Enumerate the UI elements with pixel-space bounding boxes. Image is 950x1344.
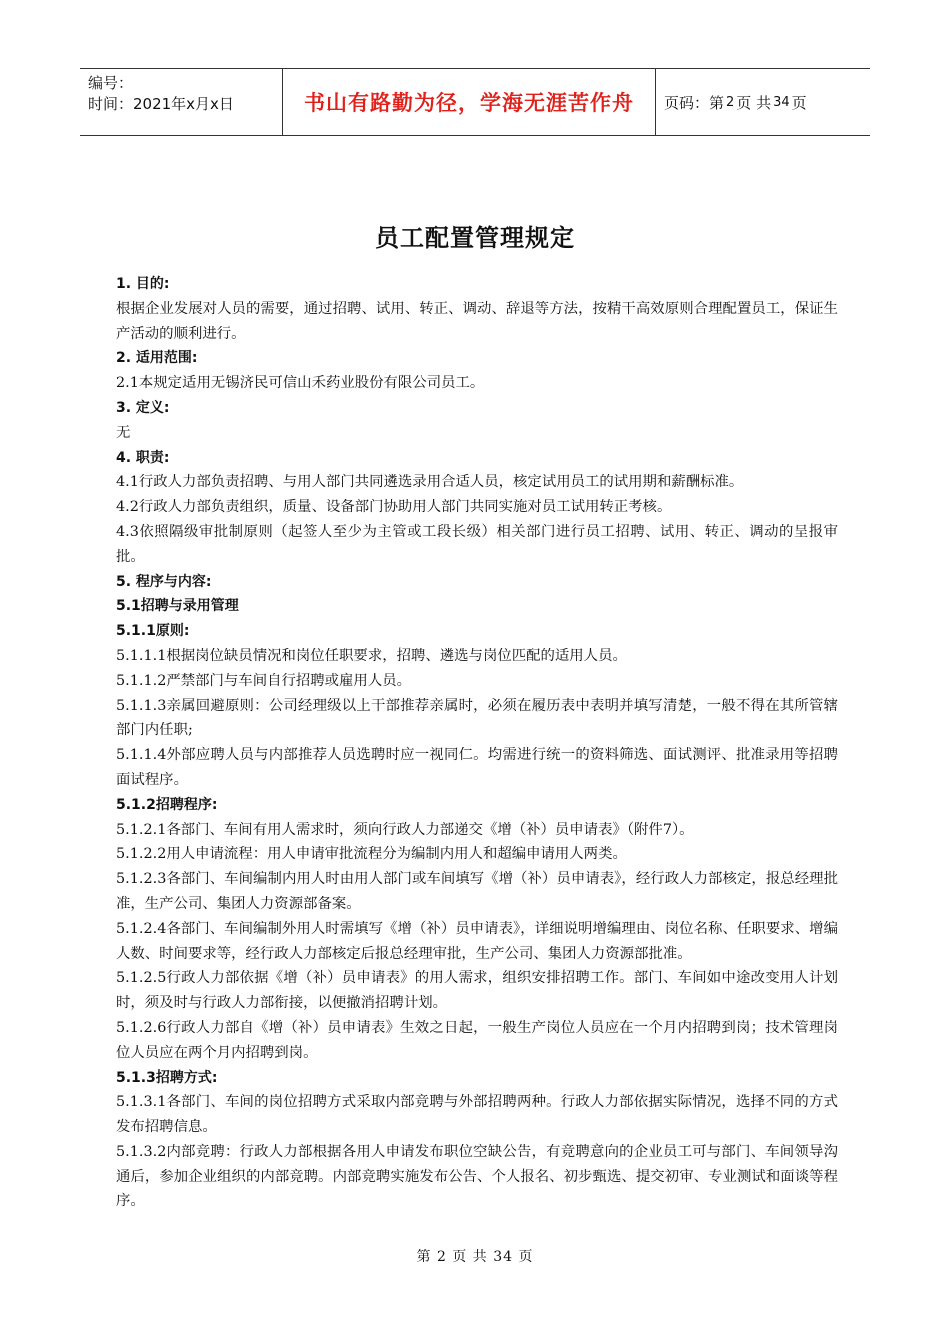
document-title: 员工配置管理规定	[375, 224, 575, 252]
section-heading: 2. 适用范围:	[116, 350, 198, 367]
document-number-label: 编号：	[88, 74, 134, 92]
paragraph: 5.1.1.1根据岗位缺员情况和岗位任职要求，招聘、遴选与岗位匹配的适用人员。	[116, 647, 627, 664]
section-heading: 5.1.2招聘程序:	[116, 796, 218, 813]
paragraph: 5.1.3.2内部竞聘：行政人力部根据各用人申请发布职位空缺公告，有竞聘意向的企业员工可与部门、车间领导沟通后，参加企业组织的内部竞聘。内部竞聘实施发布公告、个人报名、初步甄选、提交初审、专业测试和面谈等程序。	[116, 1143, 838, 1210]
section-heading: 4. 职责:	[116, 449, 170, 466]
paragraph: 4.2行政人力部负责组织，质量、设备部门协助用人部门共同实施对员工试用转正考核。	[116, 499, 672, 516]
header-meta	[80, 69, 282, 135]
paragraph: 5.1.1.4外部应聘人员与内部推荐人员选聘时应一视同仁。均需进行统一的资料筛选、面试测评、批准录用等招聘面试程序。	[116, 747, 838, 788]
header-motto: 书山有路勤为径，学海无涯苦作舟	[282, 69, 656, 135]
paragraph: 4.1行政人力部负责招聘、与用人部门共同遴选录用合适人员，核定试用员工的试用期和薪酬标准。	[116, 474, 744, 491]
paragraph: 根据企业发展对人员的需要，通过招聘、试用、转正、调动、辞退等方法，按精干高效原则合理配置员工，保证生产活动的顺利进行。	[116, 300, 838, 342]
paragraph: 5.1.3.1各部门、车间的岗位招聘方式采取内部竞聘与外部招聘两种。行政人力部依据实际情况，选择不同的方式发布招聘信息。	[116, 1094, 838, 1136]
paragraph: 无	[116, 424, 131, 441]
section-heading: 1. 目的:	[116, 276, 170, 292]
document-body	[116, 272, 838, 1214]
section-heading: 5. 程序与内容:	[116, 573, 212, 590]
page-total: 34	[773, 94, 790, 110]
header-page-info	[656, 69, 870, 135]
paragraph: 5.1.2.1各部门、车间有用人需求时，须向行政人力部递交《增（补）员申请表》（附件7）。	[116, 821, 694, 838]
page-prefix: 页码：第	[664, 93, 725, 112]
paragraph: 5.1.1.3亲属回避原则：公司经理级以上干部推荐亲属时，必须在履历表中表明并填写清楚，一般不得在其所管辖部门内任职;	[116, 697, 838, 739]
paragraph: 5.1.1.2严禁部门与车间自行招聘或雇用人员。	[116, 672, 411, 689]
section-heading: 5.1.1原则:	[116, 623, 190, 640]
paragraph: 5.1.2.3各部门、车间编制内用人时由用人部门或车间填写《增（补）员申请表》，经行政人力部核定，报总经理批准，生产公司、集团人力资源部备案。	[116, 871, 838, 912]
document-date: 时间：2021年x月x日	[88, 95, 234, 113]
page-suffix: 页	[791, 93, 807, 112]
page-middle: 页 共	[736, 93, 772, 112]
paragraph: 4.3依照隔级审批制原则（起签人至少为主管或工段长级）相关部门进行员工招聘、试用、转正、调动的呈报审批。	[116, 523, 838, 565]
paragraph: 5.1.2.5行政人力部依据《增（补）员申请表》的用人需求，组织安排招聘工作。部门、车间如中途改变用人计划时，须及时与行政人力部衔接，以便撤消招聘计划。	[116, 970, 838, 1012]
paragraph: 5.1.2.2用人申请流程：用人申请审批流程分为编制内用人和超编申请用人两类。	[116, 846, 627, 863]
paragraph: 5.1.2.6行政人力部自《增（补）员申请表》生效之日起，一般生产岗位人员应在一个月内招聘到岗；技术管理岗位人员应在两个月内招聘到岗。	[116, 1019, 838, 1061]
section-heading: 5.1招聘与录用管理	[116, 598, 239, 615]
section-heading: 3. 定义:	[116, 399, 170, 416]
paragraph: 5.1.2.4各部门、车间编制外用人时需填写《增（补）员申请表》，详细说明增编理由、岗位名称、任职要求、增编人数、时间要求等，经行政人力部核定后报总经理审批，生产公司、集团人力资源部批准。	[116, 920, 838, 962]
page-footer: 第 2 页 共 34 页	[416, 1249, 534, 1265]
page-header	[80, 68, 870, 136]
paragraph: 2.1本规定适用无锡济民可信山禾药业股份有限公司员工。	[116, 375, 485, 392]
page-number: 2	[726, 94, 735, 110]
section-heading: 5.1.3招聘方式:	[116, 1069, 218, 1086]
